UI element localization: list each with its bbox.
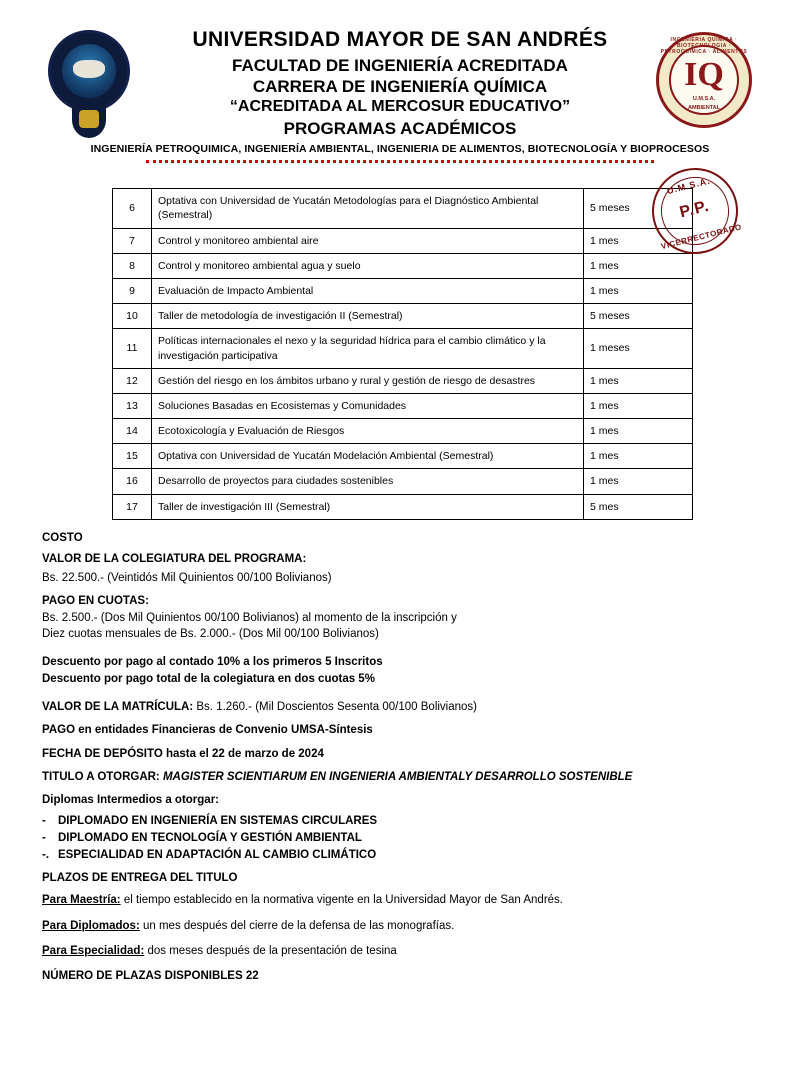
table-row <box>113 304 693 329</box>
row-number: 11 <box>113 329 152 368</box>
row-course-name: Control y monitoreo ambiental aire <box>152 228 584 253</box>
titulo-otorgar-row <box>42 769 740 785</box>
fecha-deposito-label: FECHA DE DEPÓSITO <box>42 747 163 760</box>
costo-heading: COSTO <box>42 531 83 544</box>
page-title: UNIVERSIDAD MAYOR DE SAN ANDRÉS <box>192 28 608 51</box>
plazas-row <box>42 970 740 982</box>
list-bullet: - <box>42 814 46 827</box>
logo-arc-text: INGENIERIA QUIMICA · BIOTECNOLOGIA · PETROQUIMICA · ALIMENTOS <box>660 37 748 55</box>
pago-entidades: PAGO en entidades Financieras de Convenio UMSA-Síntesis <box>42 724 373 737</box>
list-item-label: DIPLOMADO EN TECNOLOGÍA Y GESTIÓN AMBIENTAL <box>58 831 362 844</box>
plazos-heading: PLAZOS DE ENTREGA DEL TITULO <box>42 872 238 885</box>
diplomas-label: Diplomas Intermedios a otorgar: <box>42 794 220 807</box>
ingenieria-quimica-logo-icon <box>656 32 752 128</box>
row-course-name: Políticas internacionales el nexo y la seguridad hídrica para el cambio climático y la investigación participativa <box>152 329 584 368</box>
row-number: 13 <box>113 393 152 418</box>
table-row <box>113 253 693 278</box>
row-course-name: Taller de investigación III (Semestral) <box>152 494 584 519</box>
table-row <box>113 279 693 304</box>
plazo-diplomados-text: un mes después del cierre de la defensa de las monografías. <box>139 919 455 932</box>
logo-monogram: IQ <box>684 56 724 93</box>
row-duration: 1 mes <box>584 419 693 444</box>
plazo-diplomados-row <box>42 918 740 935</box>
row-number: 17 <box>113 494 152 519</box>
row-duration: 1 mes <box>584 228 693 253</box>
plazo-especialidad-label: Para Especialidad: <box>42 944 145 957</box>
plazo-maestria-label: Para Maestría: <box>42 894 121 907</box>
pago-cuotas-line1: Bs. 2.500.- (Dos Mil Quinientos 00/100 Bolivianos) al momento de la inscripción y <box>42 611 457 624</box>
row-course-name: Optativa con Universidad de Yucatán Metodologías para el Diagnóstico Ambiental (Semestral) <box>152 189 584 228</box>
career-line: CARRERA DE INGENIERÍA QUÍMICA <box>252 77 548 97</box>
row-course-name: Ecotoxicología y Evaluación de Riesgos <box>152 419 584 444</box>
header-divider <box>146 160 654 166</box>
table-row <box>113 444 693 469</box>
row-duration: 1 mes <box>584 469 693 494</box>
stamp-top-text: U.M.S.A. <box>665 175 712 197</box>
plazas-value: 22 <box>245 970 259 983</box>
logo-umsa-text: U.M.S.A. <box>692 96 716 102</box>
row-course-name: Gestión del riesgo en los ámbitos urbano y rural y gestión de riesgo de desastres <box>152 368 584 393</box>
table-row <box>113 494 693 519</box>
row-course-name: Desarrollo de proyectos para ciudades sostenibles <box>152 469 584 494</box>
diplomas-list <box>42 813 740 865</box>
list-bullet: - <box>42 831 46 844</box>
programs-list: INGENIERÍA PETROQUIMICA, INGENIERÍA AMBIENTAL, INGENIERIA DE ALIMENTOS, BIOTECNOLOGÍA Y BIOPROCESOS <box>90 143 710 156</box>
plazo-especialidad-row <box>42 943 740 960</box>
row-number: 9 <box>113 279 152 304</box>
row-course-name: Control y monitoreo ambiental agua y suelo <box>152 253 584 278</box>
table-row <box>113 419 693 444</box>
row-duration: 1 mes <box>584 393 693 418</box>
row-number: 8 <box>113 253 152 278</box>
titulo-otorgar-label: TITULO A OTORGAR: <box>42 771 160 783</box>
umsa-seal-icon <box>46 30 132 140</box>
row-number: 15 <box>113 444 152 469</box>
list-item-label: DIPLOMADO EN INGENIERÍA EN SISTEMAS CIRCULARES <box>58 814 378 827</box>
row-duration: 1 mes <box>584 279 693 304</box>
programs-heading: PROGRAMAS ACADÉMICOS <box>283 119 517 139</box>
row-duration: 1 mes <box>584 444 693 469</box>
table-row <box>113 368 693 393</box>
table-row <box>113 189 693 228</box>
plazo-diplomados-label: Para Diplomados: <box>42 919 140 932</box>
row-duration: 1 mes <box>584 253 693 278</box>
colegiatura-label: VALOR DE LA COLEGIATURA DEL PROGRAMA: <box>42 552 307 565</box>
stamp-bottom-text: VICERRECTORADO <box>660 222 743 252</box>
descuento-dos-cuotas: Descuento por pago total de la colegiatura en dos cuotas 5% <box>42 672 375 685</box>
pago-cuotas-label: PAGO EN CUOTAS: <box>42 595 149 608</box>
list-item <box>42 847 740 864</box>
matricula-value: Bs. 1.260.- (Mil Doscientos Sesenta 00/100 Bolivianos) <box>196 701 478 714</box>
table-row <box>113 228 693 253</box>
row-number: 12 <box>113 368 152 393</box>
pago-cuotas-line2: Diez cuotas mensuales de Bs. 2.000.- (Dos Mil 00/100 Bolivianos) <box>42 628 379 641</box>
row-duration: 5 meses <box>584 304 693 329</box>
stamp-center-text: P.P. <box>677 197 712 222</box>
list-item-label: ESPECIALIDAD EN ADAPTACIÓN AL CAMBIO CLIMÁTICO <box>58 849 377 862</box>
courses-table <box>112 188 693 519</box>
row-number: 7 <box>113 228 152 253</box>
matricula-label: VALOR DE LA MATRÍCULA: <box>42 701 194 714</box>
fecha-deposito-value: hasta el 22 de marzo de 2024 <box>165 747 324 760</box>
table-row <box>113 469 693 494</box>
row-duration: 5 mes <box>584 494 693 519</box>
row-number: 16 <box>113 469 152 494</box>
descuento-contado: Descuento por pago al contado 10% a los primeros 5 Inscritos <box>42 656 383 669</box>
plazo-maestria-text: el tiempo establecido en la normativa vigente en la Universidad Mayor de San Andrés. <box>120 894 563 907</box>
row-number: 14 <box>113 419 152 444</box>
document-header <box>0 0 800 166</box>
row-duration: 5 meses <box>584 189 693 228</box>
row-course-name: Optativa con Universidad de Yucatán Modelación Ambiental (Semestral) <box>152 444 584 469</box>
list-item <box>42 830 740 847</box>
faculty-line: FACULTAD DE INGENIERÍA ACREDITADA <box>232 55 568 75</box>
row-number: 10 <box>113 304 152 329</box>
titulo-otorgar-value: MAGISTER SCIENTIARUM EN INGENIERIA AMBIENTALY DESARROLLO SOSTENIBLE <box>162 771 633 783</box>
row-course-name: Taller de metodología de investigación II (Semestral) <box>152 304 584 329</box>
courses-table-body <box>113 189 693 519</box>
colegiatura-value: Bs. 22.500.- (Veintidós Mil Quinientos 00/100 Bolivianos) <box>42 572 332 585</box>
row-course-name: Soluciones Basadas en Ecosistemas y Comunidades <box>152 393 584 418</box>
row-number: 6 <box>113 189 152 228</box>
fecha-deposito-row <box>42 746 740 762</box>
plazas-label: NÚMERO DE PLAZAS DISPONIBLES <box>42 970 243 983</box>
row-duration: 1 mes <box>584 368 693 393</box>
row-duration: 1 meses <box>584 329 693 368</box>
list-bullet: -. <box>42 849 50 862</box>
list-item <box>42 813 740 830</box>
logo-ambiental-text: AMBIENTAL <box>688 105 720 111</box>
row-course-name: Evaluación de Impacto Ambiental <box>152 279 584 304</box>
accreditation-line: “ACREDITADA AL MERCOSUR EDUCATIVO” <box>229 98 571 116</box>
table-row <box>113 393 693 418</box>
document-body <box>0 520 740 982</box>
matricula-row <box>42 699 740 715</box>
table-row <box>113 329 693 368</box>
plazo-maestria-row <box>42 892 740 909</box>
plazo-especialidad-text: dos meses después de la presentación de tesina <box>144 944 397 957</box>
